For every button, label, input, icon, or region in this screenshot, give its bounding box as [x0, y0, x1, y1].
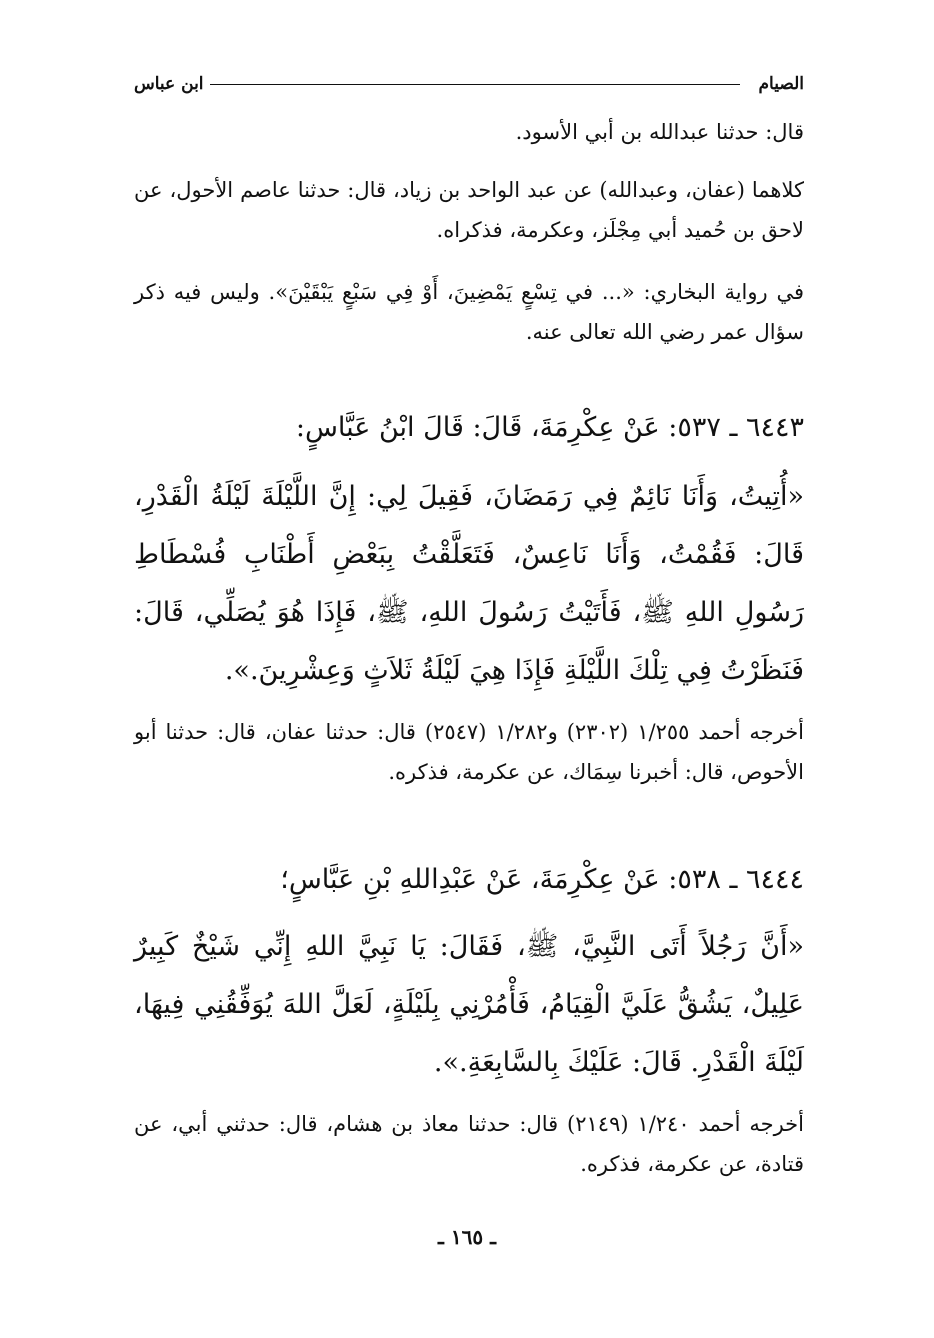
bukhari-note-paragraph: في رواية البخاري: «... في تِسْعٍ يَمْضِينَ، أَوْ فِي سَبْعٍ يَبْقَيْنَ». وليس فيه ذكر سؤال عمر رضي الله تعالى عنه.	[134, 280, 804, 344]
page-number: ـ ١٦٥ ـ	[438, 1225, 496, 1249]
hadith-text: «أَنَّ رَجُلاً أَتَى النَّبِيَّ، ﷺ، فَقَالَ: يَا نَبِيَّ اللهِ إِنِّي شَيْخٌ كَبِيرٌ عَلِيلٌ، يَشُقُّ عَلَيَّ الْقِيَامُ، فَأْمُرْنِي بِلَيْلَةٍ، لَعَلَّ اللهَ يُوَفِّقُنِي فِيهَا، لَيْلَةَ الْقَدْرِ. قَالَ: عَلَيْكَ بِالسَّابِعَةِ.».	[134, 931, 804, 1078]
takhrij-note: أخرجه أحمد ١/٢٤٠ (٢١٤٩) قال: حدثنا معاذ بن هشام، قال: حدثني أبي، عن قتادة، عن عكرمة، فذكره.	[134, 1112, 804, 1176]
hadith-text: «أُتِيتُ، وَأَنَا نَائِمٌ فِي رَمَضَانَ، فَقِيلَ لِي: إِنَّ اللَّيْلَةَ لَيْلَةُ الْقَدْرِ، قَالَ: فَقُمْتُ، وَأَنَا نَاعِسٌ، فَتَعَلَّقْتُ بِبَعْضِ أَطْنَابِ فُسْطَاطِ رَسُولِ اللهِ ﷺ، فَأَتَيْتُ رَسُولَ اللهِ، ﷺ، فَإِذَا هُوَ يُصَلِّي، قَالَ: فَنَظَرْتُ فِي تِلْكَ اللَّيْلَةِ فَإِذَا هِيَ لَيْلَةُ ثَلاَثٍ وَعِشْرِينَ.».	[134, 481, 804, 686]
header-rule	[204, 84, 740, 85]
source-note-paragraph: كلاهما (عفان، وعبدالله) عن عبد الواحد بن زياد، قال: حدثنا عاصم الأحول، عن لاحق بن حُميد أبي مِجْلَز، وعكرمة، فذكراه.	[134, 178, 804, 242]
source-line: قال: حدثنا عبدالله بن أبي الأسود.	[515, 120, 804, 144]
hadith-heading: ٦٤٤٣ ـ ٥٣٧: عَنْ عِكْرِمَةَ، قَالَ: قَالَ ابْنُ عَبَّاسٍ:	[295, 412, 804, 443]
hadith-heading: ٦٤٤٤ ـ ٥٣٨: عَنْ عِكْرِمَةَ، عَنْ عَبْدِاللهِ بْنِ عَبَّاسٍ؛	[280, 864, 804, 895]
takhrij-note: أخرجه أحمد ١/٢٥٥ (٢٣٠٢) و١/٢٨٢ (٢٥٤٧) قال: حدثنا عفان، قال: حدثنا أبو الأحوص، قال: أخبرنا سِمَاك، عن عكرمة، فذكره.	[134, 720, 805, 784]
chapter-title: الصيام	[753, 72, 804, 96]
running-header	[134, 72, 804, 96]
book-title: ابن عباس	[134, 72, 210, 96]
